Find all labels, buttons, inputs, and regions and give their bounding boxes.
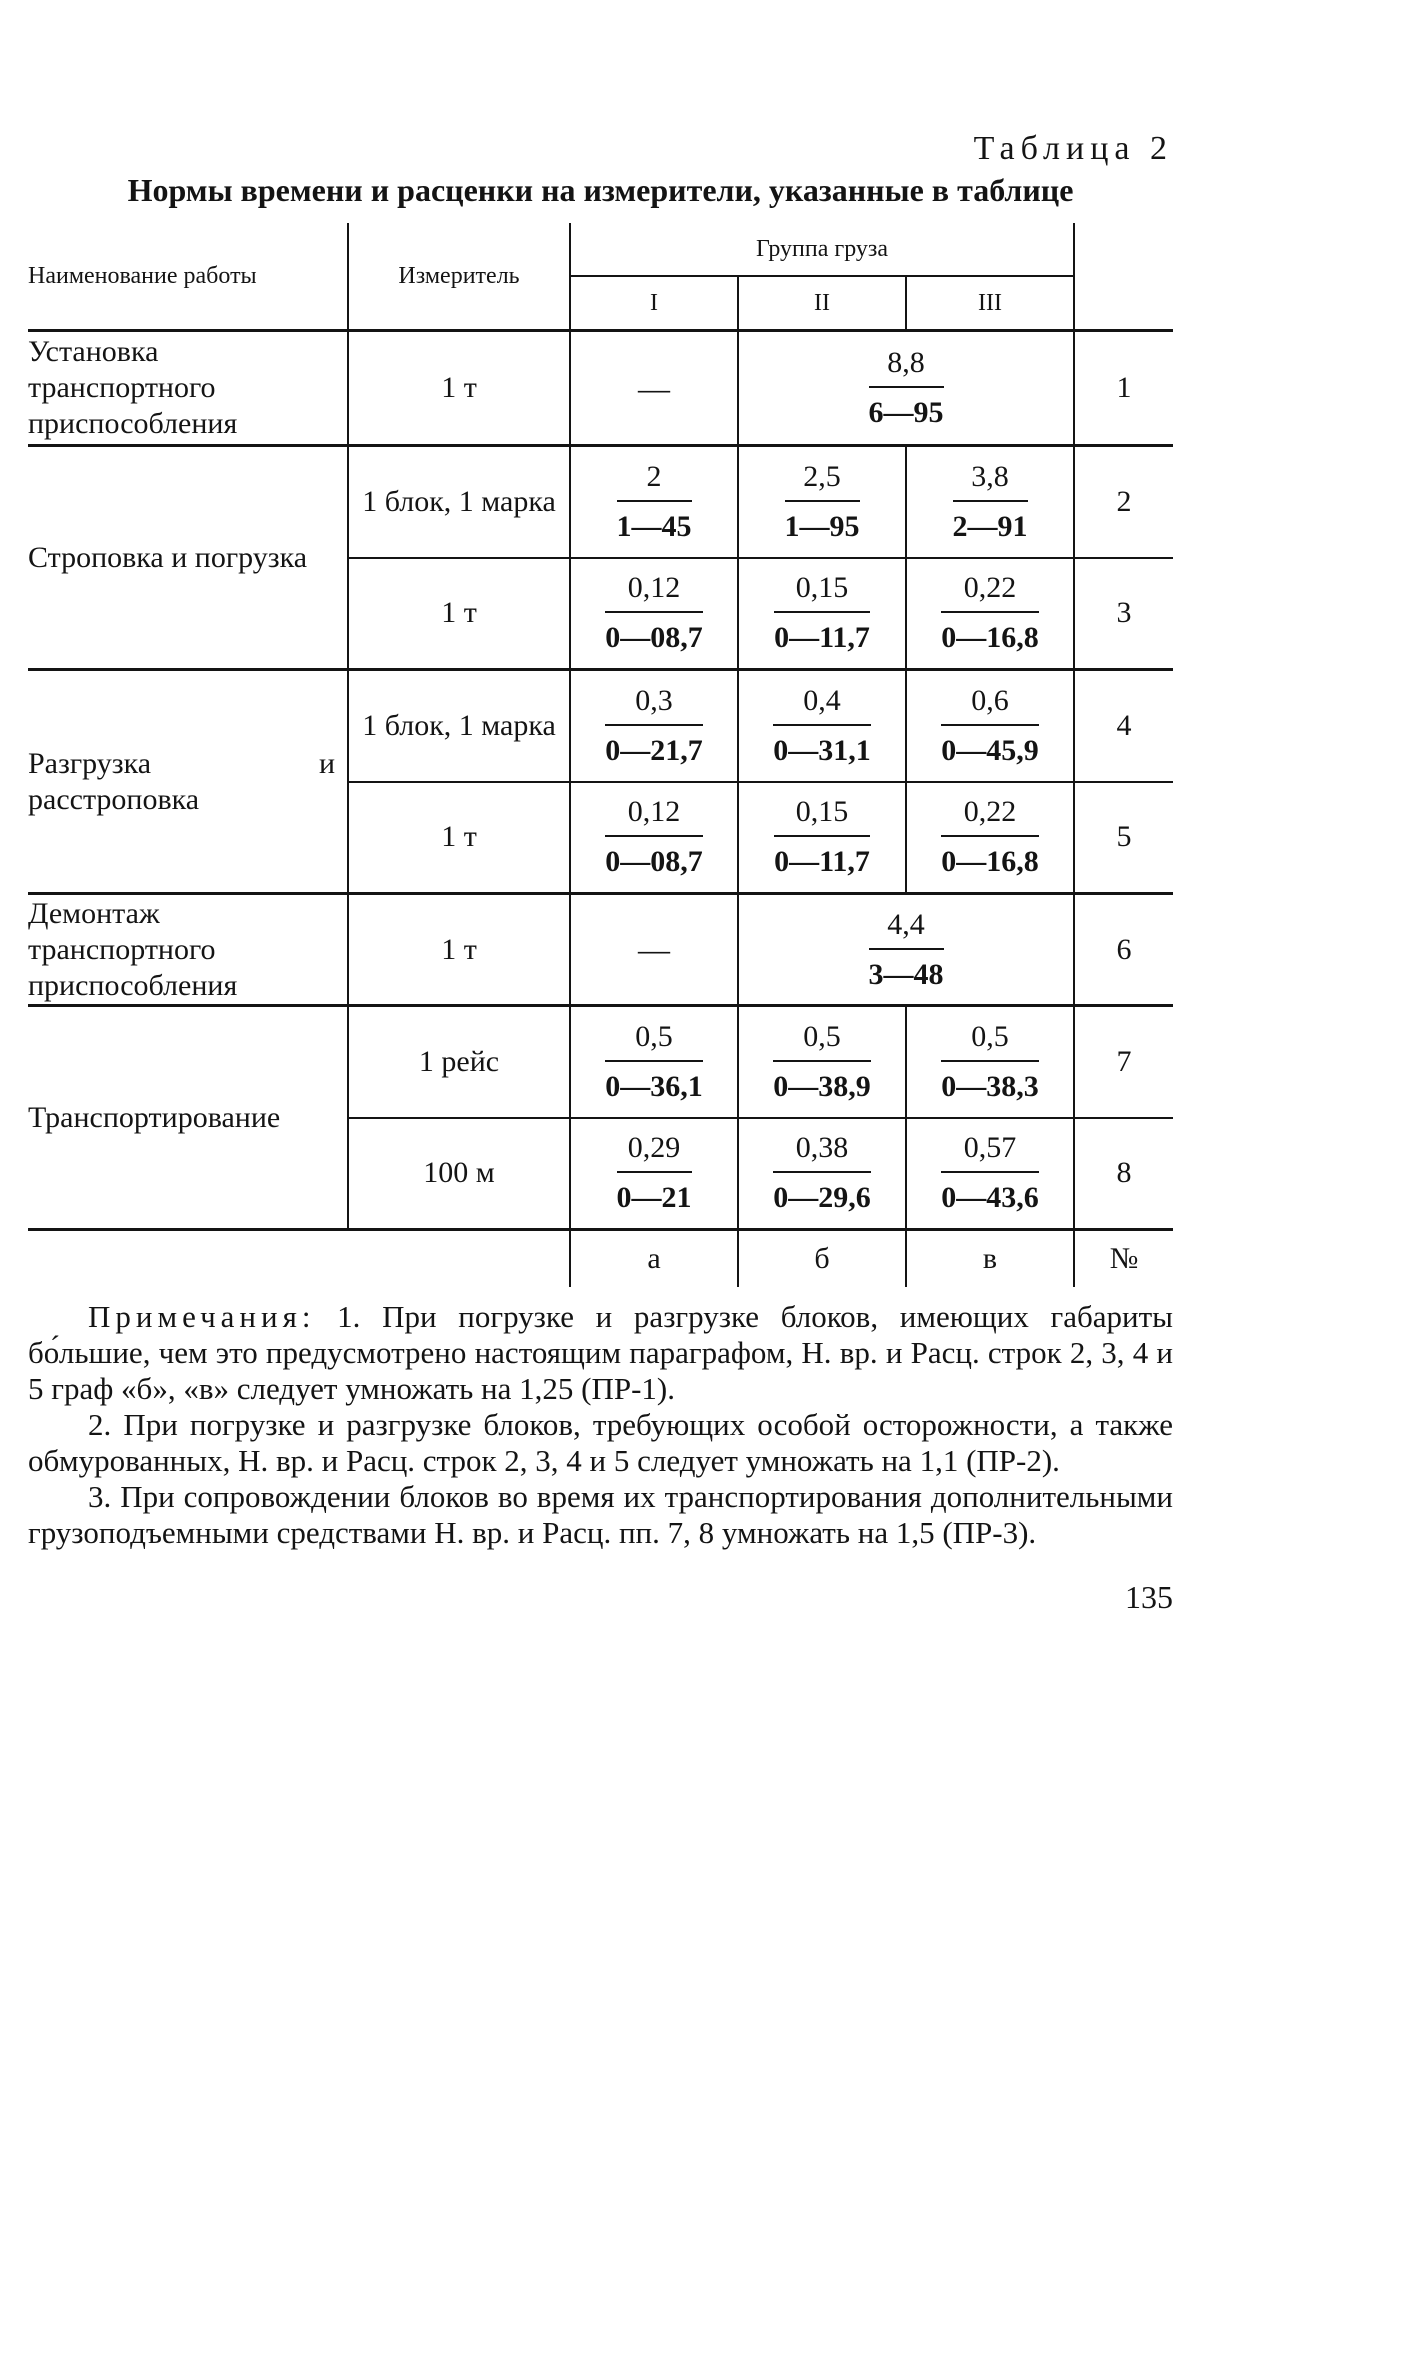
rate: 0—38,3: [941, 1069, 1039, 1103]
fraction: [773, 684, 871, 768]
norm-time: 0,15: [774, 795, 870, 837]
header-unit: Измеритель: [348, 223, 570, 331]
fraction: [605, 684, 703, 768]
norm-time: 0,22: [941, 795, 1039, 837]
row-number: 3: [1074, 558, 1173, 670]
fraction: [605, 1020, 703, 1104]
value-cell-merged: [738, 331, 1074, 446]
norm-time: 0,12: [605, 571, 703, 613]
value-cell: [570, 670, 738, 782]
note-1: [28, 1299, 1173, 1407]
norm-time: 2,5: [785, 460, 860, 502]
value-cell: [570, 1118, 738, 1230]
row-number: 8: [1074, 1118, 1173, 1230]
norm-time: 0,3: [605, 684, 703, 726]
header-group-3: III: [906, 276, 1074, 331]
rate: 0—16,8: [941, 845, 1039, 879]
header-group-1: I: [570, 276, 738, 331]
work-name: Разгрузка и расстроповка: [28, 670, 348, 894]
blank-cell: [28, 1230, 348, 1288]
table-row: [28, 1006, 1173, 1118]
rate: 6—95: [868, 396, 944, 429]
row-number: 6: [1074, 894, 1173, 1006]
norm-time: 4,4: [869, 908, 944, 950]
value-cell: [738, 1118, 906, 1230]
norms-table: [28, 223, 1173, 1287]
unit-cell: 1 блок, 1 марка: [348, 670, 570, 782]
value-cell: [906, 1006, 1074, 1118]
norm-time: 0,15: [774, 571, 870, 613]
unit-cell: 1 т: [348, 331, 570, 446]
row-number: 2: [1074, 446, 1173, 558]
norm-time: 0,38: [773, 1131, 871, 1173]
rate: 3—48: [868, 957, 944, 991]
rate: 0—36,1: [605, 1069, 703, 1103]
value-cell: [738, 782, 906, 894]
norm-time: 0,29: [617, 1131, 692, 1173]
value-cell: [906, 558, 1074, 670]
table-caption: Таблица 2: [973, 130, 1173, 167]
unit-cell: 1 т: [348, 558, 570, 670]
unit-cell: 1 т: [348, 782, 570, 894]
fraction: [953, 460, 1028, 544]
value-cell: [570, 558, 738, 670]
fraction: [617, 460, 692, 544]
column-label-c: в: [906, 1230, 1074, 1288]
blank-cell: [348, 1230, 570, 1288]
norm-time: 0,12: [605, 795, 703, 837]
norm-time: 0,5: [605, 1020, 703, 1062]
value-cell: [906, 782, 1074, 894]
value-cell: [570, 446, 738, 558]
rate: 0—38,9: [773, 1069, 871, 1103]
value-cell: [906, 1118, 1074, 1230]
unit-cell: 1 блок, 1 марка: [348, 446, 570, 558]
header-number: [1074, 223, 1173, 331]
header-group-2: II: [738, 276, 906, 331]
fraction: [941, 571, 1039, 655]
column-label-b: б: [738, 1230, 906, 1288]
norm-time: 0,22: [941, 571, 1039, 613]
value-cell: [738, 670, 906, 782]
rate: 0—16,8: [941, 621, 1039, 655]
value-cell: [570, 894, 738, 1006]
rate: 0—11,7: [774, 621, 870, 655]
value-cell: [570, 1006, 738, 1118]
rate: 2—91: [952, 509, 1028, 543]
value-cell: [570, 782, 738, 894]
dash: —: [638, 369, 670, 406]
work-name: Демонтаж транспортного приспособления: [28, 894, 348, 1006]
norm-time: 3,8: [953, 460, 1028, 502]
page-number: 135: [1125, 1579, 1173, 1615]
value-cell: [906, 670, 1074, 782]
page: [28, 130, 1173, 1616]
header-row: [28, 223, 1173, 276]
fraction: [941, 1131, 1039, 1215]
note-1-text: 1. При погрузке и разгрузке блоков, имеющих габариты бо́льшие, чем это предусмотрено настоящим параграфом, Н. вр. и Расц. строк 2, 3, 4 и 5 граф «б», «в» следует умножать на 1,25 (ПР-1).: [28, 1299, 1173, 1406]
norm-time: 0,5: [941, 1020, 1039, 1062]
table-title: Нормы времени и расценки на измерители, указанные в таблице: [127, 172, 1074, 208]
fraction: [869, 346, 944, 430]
unit-cell: 1 рейс: [348, 1006, 570, 1118]
norm-time: 0,6: [941, 684, 1039, 726]
norm-time: 0,57: [941, 1131, 1039, 1173]
value-cell: [738, 446, 906, 558]
fraction: [617, 1131, 692, 1215]
unit-cell: 1 т: [348, 894, 570, 1006]
fraction: [941, 795, 1039, 879]
dash: —: [638, 931, 670, 967]
fraction: [605, 571, 703, 655]
norm-time: 0,5: [773, 1020, 871, 1062]
fraction: [773, 1020, 871, 1104]
fraction: [941, 684, 1039, 768]
notes-label: Примечания:: [88, 1299, 316, 1334]
table-row: [28, 446, 1173, 558]
value-cell: [906, 446, 1074, 558]
note-3: 3. При сопровождении блоков во время их транспортирования дополнительными грузоподъемными средствами Н. вр. и Расц. пп. 7, 8 умножать на 1,5 (ПР-3).: [28, 1479, 1173, 1550]
fraction: [774, 795, 870, 879]
rate: 0—31,1: [773, 733, 871, 767]
fraction: [785, 460, 860, 544]
fraction: [605, 795, 703, 879]
work-name: Строповка и погрузка: [28, 446, 348, 670]
unit-cell: 100 м: [348, 1118, 570, 1230]
norm-time: 2: [617, 460, 692, 502]
column-label-a: а: [570, 1230, 738, 1288]
rate: 1—45: [616, 509, 692, 543]
row-number: 1: [1074, 331, 1173, 446]
rate: 0—11,7: [774, 845, 870, 879]
table-row: [28, 670, 1173, 782]
fraction: [774, 571, 870, 655]
table-row: [28, 894, 1173, 1006]
rate: 0—08,7: [605, 621, 703, 655]
rate: 0—21: [616, 1181, 692, 1215]
rate: 1—95: [784, 509, 860, 543]
rate: 0—08,7: [605, 845, 703, 879]
column-label-number: №: [1074, 1230, 1173, 1288]
note-2: 2. При погрузке и разгрузке блоков, требующих особой осторожности, а также обмурованных, Н. вр. и Расц. строк 2, 3, 4 и 5 следует умножать на 1,1 (ПР-2).: [28, 1407, 1173, 1478]
fraction: [773, 1131, 871, 1215]
fraction: [869, 908, 944, 992]
notes: [28, 1299, 1173, 1551]
work-name: Транспортирование: [28, 1006, 348, 1230]
row-number: 4: [1074, 670, 1173, 782]
norm-time: 8,8: [869, 346, 944, 388]
work-name: Установка транспортного приспособления: [28, 331, 348, 446]
fraction: [941, 1020, 1039, 1104]
value-cell-merged: [738, 894, 1074, 1006]
value-cell: [570, 331, 738, 446]
header-work: Наименование работы: [28, 223, 348, 331]
header-group: Группа груза: [570, 223, 1074, 276]
row-number: 5: [1074, 782, 1173, 894]
table-row: [28, 331, 1173, 446]
norm-time: 0,4: [773, 684, 871, 726]
rate: 0—29,6: [773, 1181, 871, 1215]
value-cell: [738, 558, 906, 670]
value-cell: [738, 1006, 906, 1118]
row-number: 7: [1074, 1006, 1173, 1118]
column-labels-row: [28, 1230, 1173, 1288]
rate: 0—45,9: [941, 733, 1039, 767]
rate: 0—43,6: [941, 1181, 1039, 1215]
rate: 0—21,7: [605, 733, 703, 767]
